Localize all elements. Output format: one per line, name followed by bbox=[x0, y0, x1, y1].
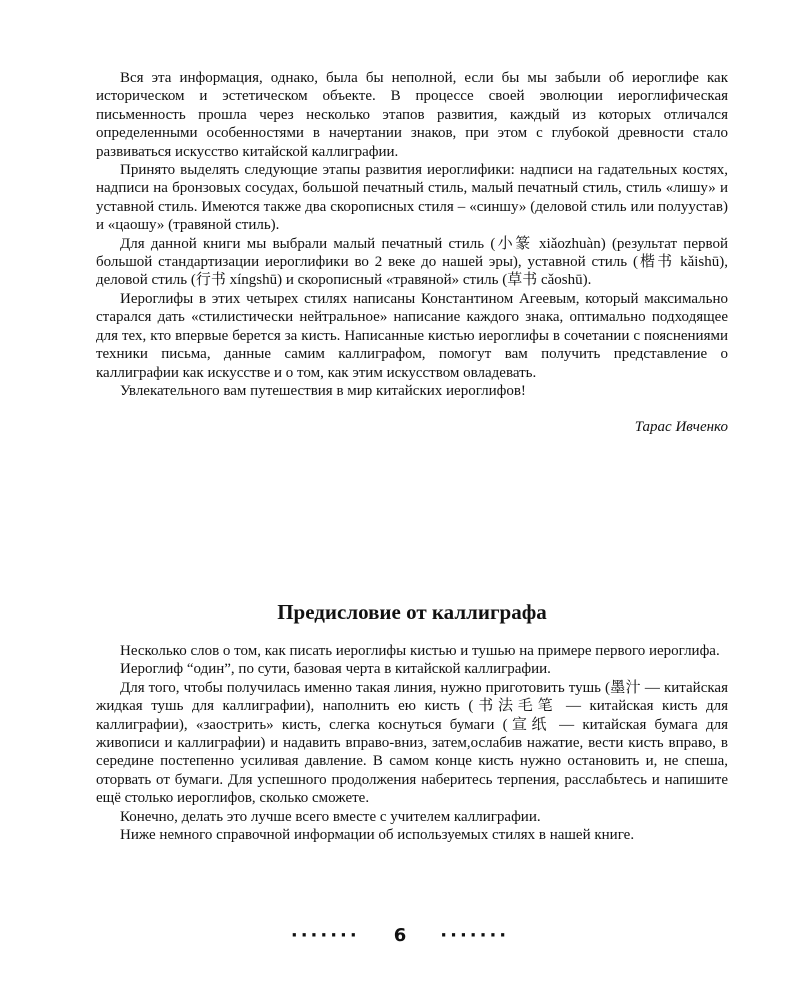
preface-paragraph-4: Конечно, делать это лучше всего вместе с учителем каллиграфии. bbox=[120, 808, 541, 825]
preface-paragraph-1: Несколько слов о том, как писать иероглифы кистью и тушью на примере первого иероглифа. bbox=[120, 643, 720, 659]
intro-paragraph-1: Вся эта информация, однако, была бы неполной, если бы мы забыли об иероглифе как историческом и эстетическом объекте. В процессе своей эволюции иероглифическая письменность прошла через несколько этапов развития, каждый из которых отличался определенными особенностями в начертании знаков, при этом с глубокой древности стало развиваться искусство китайской каллиграфии. bbox=[96, 70, 728, 160]
author-signature: Тарас Ивченко bbox=[634, 419, 728, 436]
preface-section bbox=[96, 642, 728, 844]
preface-title: Предисловие от каллиграфа bbox=[277, 600, 547, 624]
intro-paragraph-5: Увлекательного вам путешествия в мир китайских иероглифов! bbox=[120, 382, 526, 399]
intro-paragraph-3: Для данной книги мы выбрали малый печатный стиль (小篆 xiǎozhuàn) (результат первой большой стандартизации иероглифики во 2 веке до нашей эры), уставной стиль (楷书 kǎishū), деловой стиль (行书 xíngshū) и скорописный «травяной» стиль (草书 cǎoshū). bbox=[96, 235, 728, 289]
page-footer bbox=[0, 925, 800, 946]
preface-paragraph-2: Иероглиф “один”, по сути, базовая черта в китайской каллиграфии. bbox=[120, 661, 551, 678]
page-number: 6 bbox=[393, 925, 407, 946]
footer-left-dots: ······· bbox=[290, 925, 360, 946]
intro-paragraph-2: Принято выделять следующие этапы развития иероглифики: надписи на гадательных костях, надписи на бронзовых сосудах, большой печатный стиль, малый печатный стиль, стиль «лишу» и уставной стиль. Имеются также два скорописных стиля – «синшу» (деловой стиль или полуустав) и «цаошу» (травяной стиль). bbox=[96, 162, 728, 234]
preface-paragraph-3: Для того, чтобы получилась именно такая линия, нужно приготовить тушь (墨汁 — китайская жидкая тушь для каллиграфии), наполнить ею кисть (书法毛笔 — китайская кисть для каллиграфии), «заострить» кисть, слегка коснуться бумаги (宣纸 — китайская бумага для живописи и каллиграфии) и надавить вправо-вниз, затем,ослабив нажатие, вести кисть вправо, в середине постепенно усиливая давление. В самом конце кисть нужно остановить и, не спеша, оторвать от бумаги. Для успешного продолжения наберитесь терпения, расслабьтесь и напишите ещё столько иероглифов, сколько сможете. bbox=[96, 679, 728, 807]
intro-paragraph-4: Иероглифы в этих четырех стилях написаны Константином Агеевым, который максимально старался дать «стилистически нейтральное» написание каждого знака, оптимально подходящее для тех, кто впервые берется за кисть. Написанные кистью иероглифы в сочетании с пояснениями техники письма, данные самим каллиграфом, помогут вам получить представление о каллиграфии как искусстве и о том, как этим искусством овладевать. bbox=[96, 290, 728, 381]
preface-paragraph-5: Ниже немного справочной информации об используемых стилях в нашей книге. bbox=[120, 827, 635, 844]
footer-right-dots: ······· bbox=[440, 925, 510, 946]
intro-section bbox=[96, 69, 728, 437]
